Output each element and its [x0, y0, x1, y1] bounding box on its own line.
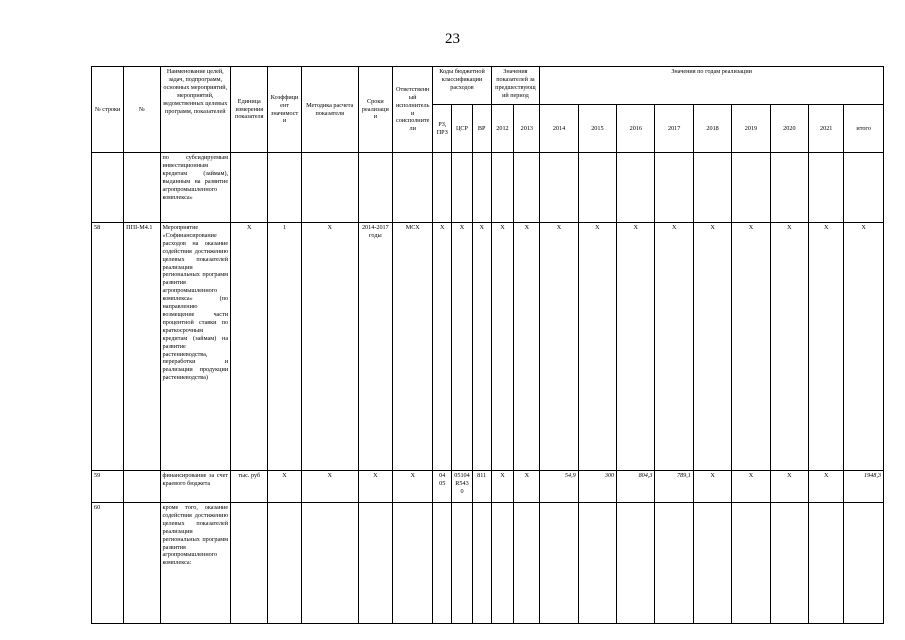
header-year-2016: 2016: [617, 105, 655, 153]
row59-row-num: 59: [92, 471, 124, 503]
row59-2014: 54,9: [540, 471, 578, 503]
row59-terms: Х: [358, 471, 392, 503]
header-vr: ВР: [472, 105, 491, 153]
header-prev-values: Значения показателей за предшествующий период: [491, 67, 540, 105]
row59-2018: Х: [693, 471, 731, 503]
row58-2021: Х: [809, 223, 844, 471]
header-year-2021: 2021: [809, 105, 844, 153]
row59-total: 1948,3: [844, 471, 884, 503]
row58-responsible: МСХ: [392, 223, 432, 471]
row59-2012: Х: [491, 471, 514, 503]
header-year-2013: 2013: [514, 105, 540, 153]
header-terms: Сроки реализации: [358, 67, 392, 153]
header-year-2012: 2012: [491, 105, 514, 153]
row58-unit: Х: [231, 223, 268, 471]
row60-row-num: 60: [92, 503, 124, 624]
row58-2019: Х: [732, 223, 770, 471]
row59-2020: Х: [770, 471, 808, 503]
row59-2013: Х: [514, 471, 540, 503]
row58-2015: Х: [578, 223, 616, 471]
row58-rz: Х: [433, 223, 452, 471]
row59-2021: Х: [809, 471, 844, 503]
row59-2016: 804,3: [617, 471, 655, 503]
row58-csr: Х: [452, 223, 473, 471]
row59-coef: Х: [268, 471, 301, 503]
table-row: [92, 503, 884, 624]
header-unit: Единица измерения показателя: [231, 67, 268, 153]
program-table: [91, 66, 884, 624]
row59-2019: Х: [732, 471, 770, 503]
header-num: №: [124, 67, 160, 153]
row59-responsible: Х: [392, 471, 432, 503]
row-cont-name: по субсидируемым инвестиционным кредитам (займам), выданным на развитие агропромышленного комплекса»: [160, 153, 231, 223]
header-coef: Коэффициент значимости: [268, 67, 301, 153]
header-budget-codes: Коды бюджетной классификации расходов: [433, 67, 491, 105]
row59-2015: 300: [578, 471, 616, 503]
header-year-2014: 2014: [540, 105, 578, 153]
row58-method: Х: [301, 223, 358, 471]
header-year-2020: 2020: [770, 105, 808, 153]
row58-2016: Х: [617, 223, 655, 471]
row59-name: финансирование за счет краевого бюджета: [160, 471, 231, 503]
row58-2012: Х: [491, 223, 514, 471]
header-row-num: № строки: [92, 67, 124, 153]
header-total: итого: [844, 105, 884, 153]
row58-coef: 1: [268, 223, 301, 471]
row59-rz: 04 05: [433, 471, 452, 503]
row58-name: Мероприятие «Софинансирование расходов на оказание содействия достижению целевых показателей реализации региональных программ развития агропромышленного комплекса» (по направлению возмещение части процентной ставки по краткосрочным кредитам (займам) на развитие растениеводства, переработки и реализации продукции растениеводства): [160, 223, 231, 471]
header-row-1: [92, 67, 884, 105]
row58-total: Х: [844, 223, 884, 471]
header-rz: РЗ, ПРЗ: [433, 105, 452, 153]
row58-num: ППI-М4.1: [124, 223, 160, 471]
header-year-2018: 2018: [693, 105, 731, 153]
header-responsible: Ответственный исполнитель и соисполнители: [392, 67, 432, 153]
row58-row-num: 58: [92, 223, 124, 471]
row59-unit: тыс. руб: [231, 471, 268, 503]
page-number: 23: [445, 31, 460, 47]
header-year-values: Значения по годам реализации: [540, 67, 884, 105]
row59-csr: 05104 R5430: [452, 471, 473, 503]
row58-vr: Х: [472, 223, 491, 471]
header-year-2019: 2019: [732, 105, 770, 153]
row58-2014: Х: [540, 223, 578, 471]
row58-terms: 2014-2017 годы: [358, 223, 392, 471]
header-year-2017: 2017: [655, 105, 693, 153]
header-method: Методика расчета показателя: [301, 67, 358, 153]
header-name: Наименование целей, задач, подпрограмм, основных мероприятий, мероприятий, ведомственных целевых программ, показателей: [160, 67, 231, 153]
table-row: [92, 153, 884, 223]
row58-2013: Х: [514, 223, 540, 471]
row60-name: кроме того, оказание содействия достижению целевых показателей реализации региональных программ развития агропромышленного комплекса:: [160, 503, 231, 624]
row59-method: Х: [301, 471, 358, 503]
row59-2017: 789,1: [655, 471, 693, 503]
row58-2020: Х: [770, 223, 808, 471]
table-row: [92, 223, 884, 471]
header-csr: ЦСР: [452, 105, 473, 153]
row58-2018: Х: [693, 223, 731, 471]
table-row: [92, 471, 884, 503]
header-year-2015: 2015: [578, 105, 616, 153]
row58-2017: Х: [655, 223, 693, 471]
row59-vr: 811: [472, 471, 491, 503]
